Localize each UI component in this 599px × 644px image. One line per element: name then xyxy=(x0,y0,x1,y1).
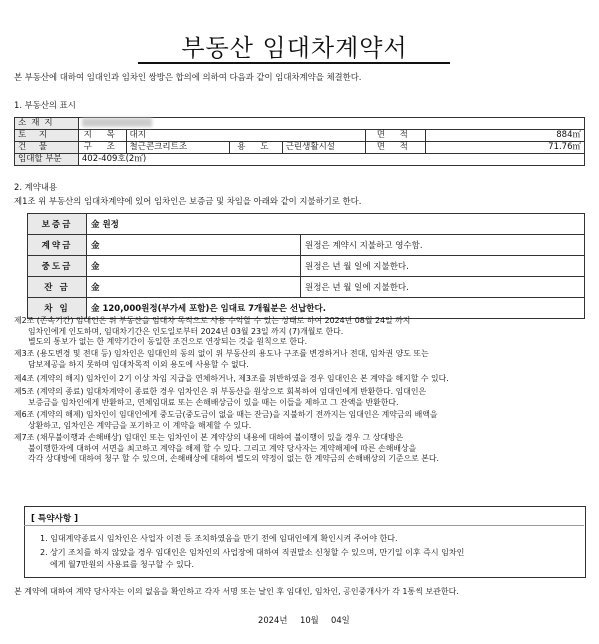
article-text: 제6조 (계약의 해제) 임차인이 임대인에게 중도금(중도금이 없을 때는 잔금)을 지불하기 전까지는 임대인은 계약금의 배액을 xyxy=(14,410,438,419)
building-structure-label: 구 조 xyxy=(78,142,126,154)
land-area-value: 884㎡ xyxy=(425,130,584,142)
building-use-value: 근린생활시설 xyxy=(282,142,365,154)
section-2-heading: 2. 계약내용 xyxy=(14,182,58,192)
land-label: 토 지 xyxy=(15,130,79,142)
special-term-item: 1. 임대계약종료시 임차인은 사업자 이전 등 조치하였음을 만기 전에 임대인에게 확인시켜 주어야 한다. xyxy=(40,534,398,543)
article-1: 제1조 위 부동산의 임대차계약에 있어 임차인은 보증금 및 차임을 아래와 같이 지불하기로 한다. xyxy=(14,196,362,206)
building-structure-value: 철근콘크리트조 xyxy=(126,142,229,154)
deposit-label: 보증금 xyxy=(28,214,87,235)
table-row xyxy=(15,154,585,166)
special-term-item: 2. 상기 조치를 하지 않았을 경우 임대인은 임차인의 사업장에 대하여 직권말소 신청할 수 있으며, 만기일 이후 즉시 임차인 xyxy=(40,548,465,557)
article-continuation: 담보제공을 하지 못하며 임대차목적 이외 용도에 사용할 수 없다. xyxy=(28,359,249,369)
section-1-heading: 1. 부동산의 표시 xyxy=(14,100,76,110)
special-term-item: 에게 월7만원의 사용료를 청구할 수 있다. xyxy=(50,560,194,569)
payment-table xyxy=(27,213,585,319)
table-row xyxy=(15,130,585,142)
article-continuation: 보증금을 임차인에게 반환하고, 연체임대료 또는 손해배상금이 있을 때는 이들을 제하고 그 잔액을 반환한다. xyxy=(28,397,399,407)
balance-value: 金 xyxy=(87,277,301,298)
building-area-value: 71.76㎡ xyxy=(425,142,584,154)
article-3 xyxy=(14,349,589,370)
leased-part-value: 402-409호(2㎡) xyxy=(78,154,584,166)
special-terms-heading: [ 특약사항 ] xyxy=(31,514,79,524)
date-month: 10월 xyxy=(300,615,319,625)
article-text: 제7조 (채무불이행과 손해배상) 임대인 또는 임차인이 본 계약상의 내용에 대하여 불이행이 있을 경우 그 상대방은 xyxy=(14,433,404,442)
article-text: 제2조 (존속기간) 임대인은 위 부동산을 임대차 목적으로 사용 수익할 수 있는 상태로 하여 2024년 08월 24일 까지 xyxy=(14,316,411,325)
land-category-value: 대지 xyxy=(126,130,365,142)
intro-text: 본 부동산에 대하여 임대인과 임차인 쌍방은 합의에 의하여 다음과 같이 임대차계약을 체결한다. xyxy=(14,72,362,82)
middle-payment-label: 중도금 xyxy=(28,256,87,277)
address-value xyxy=(78,118,584,130)
table-row xyxy=(15,142,585,154)
article-7 xyxy=(14,433,589,465)
date-year: 2024년 xyxy=(258,615,288,625)
table-row xyxy=(15,118,585,130)
article-continuation: 별도의 통보가 없는 한 계약기간이 동일한 조건으로 연장되는 것을 원칙으로 한다. xyxy=(28,337,308,347)
article-2 xyxy=(14,316,589,348)
rent-label: 차 임 xyxy=(28,298,87,319)
title-underline xyxy=(138,62,450,64)
land-area-label: 면 적 xyxy=(365,130,425,142)
special-terms-divider xyxy=(24,525,584,526)
article-continuation: 상환하고, 임차인은 계약금을 포기하고 이 계약을 해제할 수 있다. xyxy=(28,420,252,430)
deposit-value: 金 원정 xyxy=(87,214,585,235)
article-continuation: 불이행한자에 대하여 서면을 최고하고 계약을 해제 할 수 있다. 그리고 계약 당사자는 계약해제에 따른 손해배상을 xyxy=(28,443,417,453)
redacted-address xyxy=(82,118,152,127)
contract-payment-label: 계약금 xyxy=(28,235,87,256)
land-category-label: 지 목 xyxy=(78,130,126,142)
article-4 xyxy=(14,374,589,385)
document-title: 부동산 임대차계약서 xyxy=(181,34,408,62)
footer-note: 본 계약에 대하여 계약 당사자는 이의 없음을 확인하고 각자 서명 또는 날인 후 임대인, 임차인, 공인중개사가 각 1통씩 보관한다. xyxy=(14,587,459,596)
contract-payment-note: 원정은 계약시 지불하고 영수함. xyxy=(301,235,585,256)
building-area-label: 면 적 xyxy=(365,142,425,154)
property-table xyxy=(14,117,585,166)
building-use-label: 용 도 xyxy=(229,142,282,154)
date-day: 04일 xyxy=(331,615,350,625)
rent-value: 金 120,000원정(부가세 포함)은 임대료 7개월분은 선납한다. xyxy=(87,298,585,319)
building-label: 건 물 xyxy=(15,142,79,154)
article-continuation: 임차인에게 인도하며, 임대차기간은 인도일로부터 2024년 03월 23일 까지 (7)개월로 한다. xyxy=(28,326,344,336)
middle-payment-value: 金 xyxy=(87,256,301,277)
balance-label: 잔 금 xyxy=(28,277,87,298)
middle-payment-note: 원정은 년 월 일에 지불한다. xyxy=(301,256,585,277)
leased-part-label: 임대할 부분 xyxy=(15,154,79,166)
article-continuation: 각각 상대방에 대하여 청구 할 수 있으며, 손해배상에 대하여 별도의 약정이 없는 한 계약금의 손해배상의 기준으로 본다. xyxy=(28,454,440,464)
balance-note: 원정은 년 월 일에 지불한다. xyxy=(301,277,585,298)
article-6 xyxy=(14,410,589,431)
article-text: 제4조 (계약의 해지) 임차인이 2기 이상 차임 지급을 연체하거나, 제3조를 위반하였을 경우 임대인은 본 계약을 해지할 수 있다. xyxy=(14,374,449,383)
table-row xyxy=(28,256,585,277)
table-row xyxy=(28,214,585,235)
table-row xyxy=(28,235,585,256)
contract-payment-value: 金 xyxy=(87,235,301,256)
address-label: 소재지 xyxy=(15,118,79,130)
table-row xyxy=(28,277,585,298)
article-5 xyxy=(14,387,589,408)
article-text: 제5조 (계약의 종료) 임대차계약이 종료한 경우 임차인은 위 부동산을 원상으로 회복하여 임대인에게 반환한다. 임대인은 xyxy=(14,387,427,396)
article-text: 제3조 (용도변경 및 전대 등) 임차인은 임대인의 동의 없이 위 부동산의 용도나 구조를 변경하거나 전대, 임차권 양도 또는 xyxy=(14,349,429,358)
